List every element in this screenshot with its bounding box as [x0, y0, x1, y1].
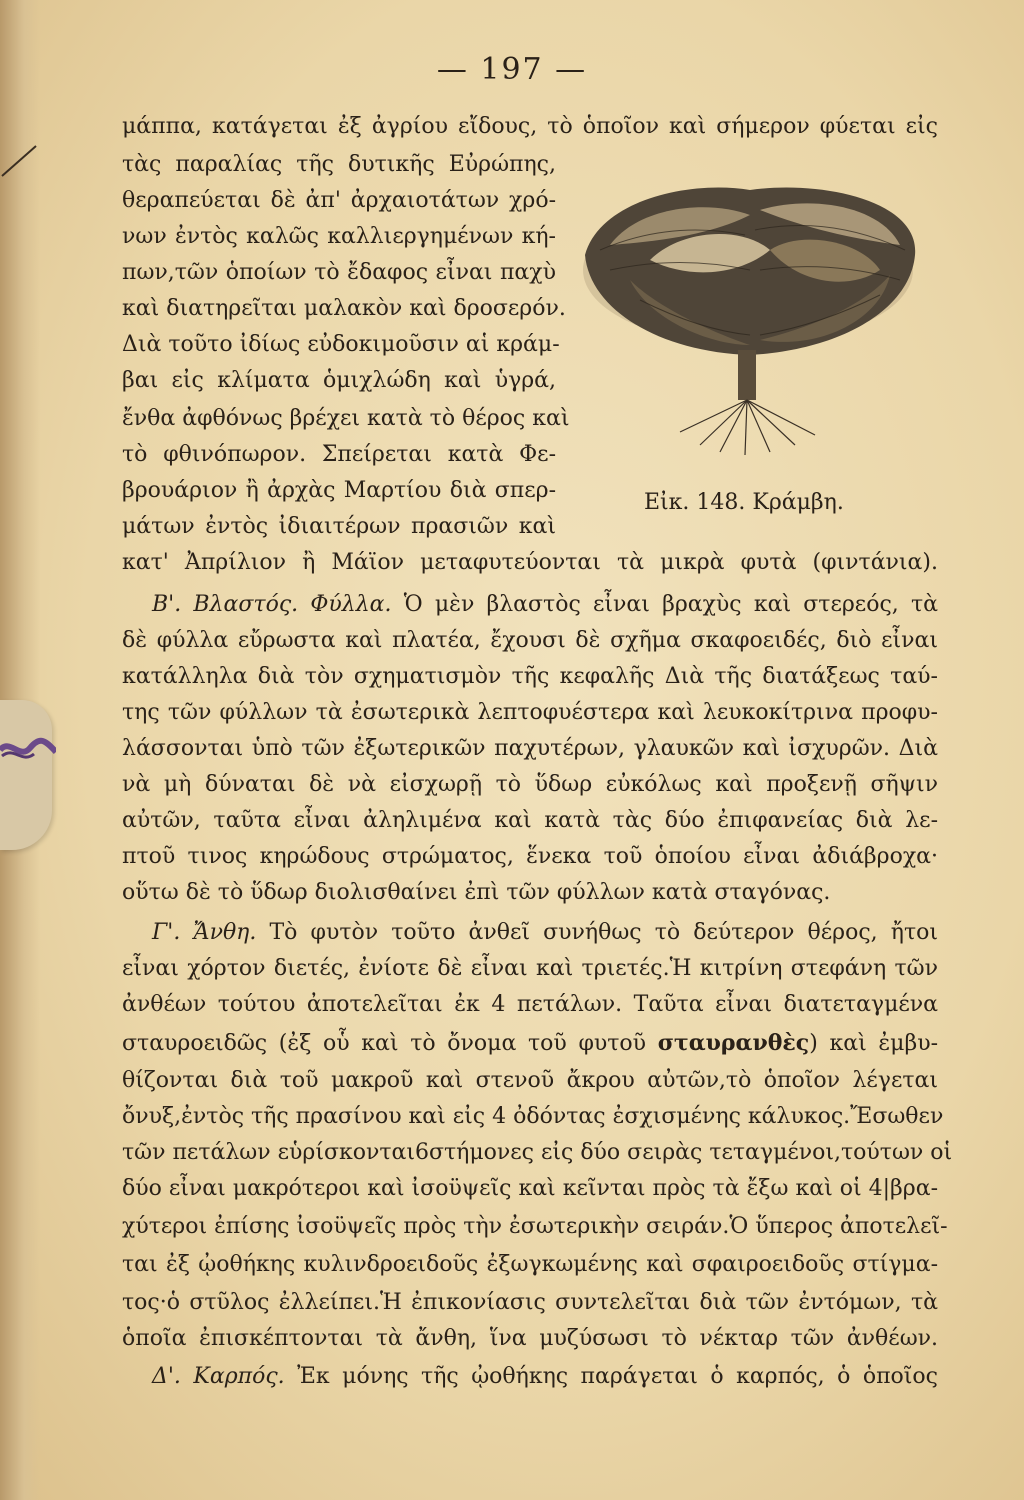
text-span: σταυροειδῶς (ἐξ οὗ καὶ τὸ ὄνομα τοῦ φυτοῦ [122, 1031, 647, 1056]
ink-mark-icon [0, 140, 40, 180]
text-line: κατάλληλα διὰ τὸν σχηματισμὸν τῆς κεφαλῆς Διὰ τῆς διατάξεως ταύ- [122, 664, 938, 689]
text-line: τῶν πετάλων εὑρίσκονται6στήμονες εἰς δύο σειρὰς τεταγμένοι,τούτων οἱ [122, 1140, 953, 1165]
figure-caption: Εἰκ. 148. Κράμβη. [644, 490, 844, 515]
text-line: κατ' Ἀπρίλιον ἢ Μάϊον μεταφυτεύονται τὰ μικρὰ φυτὰ (φιντάνια). [122, 550, 938, 575]
binding-thread-icon [0, 730, 56, 770]
page-number: — 197 — [436, 52, 588, 87]
text-line: δὲ φύλλα εὔρωστα καὶ πλατέα, ἔχουσι δὲ σχῆμα σκαφοειδές, διὸ εἶναι [122, 628, 938, 653]
paragraph-c-first-line [152, 918, 938, 948]
text-line: τος·ὁ στῦλος ἐλλείπει.Ἡ ἐπικονίασις συντελεῖται διὰ τῶν ἐντόμων, τὰ [122, 1290, 938, 1315]
text-line: ὄνυξ,ἐντὸς τῆς πρασίνου καὶ εἰς 4 ὀδόντας ἐσχισμένης κάλυκος.Ἔσωθεν [122, 1104, 944, 1129]
text-line: αὐτῶν, ταῦτα εἶναι ἀληλιμένα καὶ κατὰ τὰς δύο ἐπιφανείας διὰ λε- [122, 808, 938, 833]
text-line: βρουάριον ἢ ἀρχὰς Μαρτίου διὰ σπερ- [122, 478, 556, 503]
section-heading-d: Δ'. Καρπός. [152, 1364, 285, 1389]
text-line: χύτεροι ἐπίσης ἰσοϋψεῖς πρὸς τὴν ἐσωτερικὴν σειράν.Ὁ ὕπερος ἀποτελεῖ- [122, 1214, 948, 1239]
text-span: ) καὶ ἐμβυ- [809, 1031, 939, 1056]
text-line: ται ἐξ ᾠοθήκης κυλινδροειδοῦς ἐξωγκωμένης καὶ σφαιροειδοῦς στίγμα- [122, 1252, 938, 1277]
text-line: καὶ διατηρεῖται μαλακὸν καὶ δροσερόν. [122, 296, 566, 321]
text-line: μάππα, κατάγεται ἐξ ἀγρίου εἴδους, τὸ ὁποῖον καὶ σήμερον φύεται εἰς [122, 114, 938, 139]
paragraph-d-first-line [152, 1362, 938, 1392]
text-line: βαι εἰς κλίματα ὁμιχλώδη καὶ ὑγρά, [122, 368, 556, 393]
text-line: τὸ φθινόπωρον. Σπείρεται κατὰ Φε- [122, 442, 556, 467]
emphasized-term: σταυρανθὲς [657, 1030, 810, 1056]
text-line-with-emphasis [122, 1028, 938, 1059]
text-span: Ἐκ μόνης τῆς ᾠοθήκης παράγεται ὁ καρπός, ὁ ὁποῖος [297, 1364, 938, 1389]
text-line: λάσσονται ὑπὸ τῶν ἐξωτερικῶν παχυτέρων, γλαυκῶν καὶ ἰσχυρῶν. Διὰ [122, 736, 938, 761]
torn-paper-fragment [0, 700, 52, 850]
text-line: εἶναι χόρτον διετές, ἐνίοτε δὲ εἶναι καὶ τριετές.Ἡ κιτρίνη στεφάνη τῶν [122, 956, 938, 981]
section-heading-b: Β'. Βλαστός. Φύλλα. [152, 592, 392, 617]
text-line: οὕτω δὲ τὸ ὕδωρ διολισθαίνει ἐπὶ τῶν φύλλων κατὰ σταγόνας. [122, 880, 831, 905]
text-line: ἀνθέων τούτου ἀποτελεῖται ἐκ 4 πετάλων. Ταῦτα εἶναι διατεταγμένα [122, 992, 938, 1017]
text-span: Τὸ φυτὸν τοῦτο ἀνθεῖ συνήθως τὸ δεύτερον θέρος, ἤτοι [269, 920, 938, 945]
text-line: δύο εἶναι μακρότεροι καὶ ἰσοϋψεῖς καὶ κεῖνται πρὸς τὰ ἔξω καὶ οἱ 4|βρα- [122, 1176, 938, 1201]
text-line: Διὰ τοῦτο ἰδίως εὐδοκιμοῦσιν αἱ κράμ- [122, 332, 560, 357]
text-line: μάτων ἐντὸς ἰδιαιτέρων πρασιῶν καὶ [122, 514, 556, 539]
paragraph-b-first-line [152, 590, 938, 620]
text-line: της τῶν φύλλων τὰ ἐσωτερικὰ λεπτοφυέστερα καὶ λευκοκίτρινα προφυ- [122, 700, 938, 725]
text-line: θίζονται διὰ τοῦ μακροῦ καὶ στενοῦ ἄκρου αὐτῶν,τὸ ὁποῖον λέγεται [122, 1068, 938, 1093]
text-line: νων ἐντὸς καλῶς καλλιεργημένων κή- [122, 224, 556, 249]
cabbage-engraving-icon [570, 160, 930, 460]
text-line: ὁποῖα ἐπισκέπτονται τὰ ἄνθη, ἵνα μυζύσωσι τὸ νέκταρ τῶν ἀνθέων. [122, 1326, 938, 1351]
text-line: νὰ μὴ δύναται δὲ νὰ εἰσχωρῇ τὸ ὕδωρ εὐκόλως καὶ προξενῇ σῆψιν [122, 772, 938, 797]
section-heading-c: Γ'. Ἄνθη. [152, 920, 257, 945]
text-line: πτοῦ τινος κηρώδους στρώματος, ἕνεκα τοῦ ὁποίου εἶναι ἀδιάβροχα· [122, 844, 938, 869]
text-line: θεραπεύεται δὲ ἀπ' ἀρχαιοτάτων χρό- [122, 188, 556, 213]
text-line: πων,τῶν ὁποίων τὸ ἔδαφος εἶναι παχὺ [122, 260, 556, 285]
text-line: τὰς παραλίας τῆς δυτικῆς Εὐρώπης, [122, 152, 556, 177]
text-span: Ὁ μὲν βλαστὸς εἶναι βραχὺς καὶ στερεός, τὰ [403, 592, 938, 617]
text-line: ἔνθα ἀφθόνως βρέχει κατὰ τὸ θέρος καὶ [122, 406, 570, 431]
